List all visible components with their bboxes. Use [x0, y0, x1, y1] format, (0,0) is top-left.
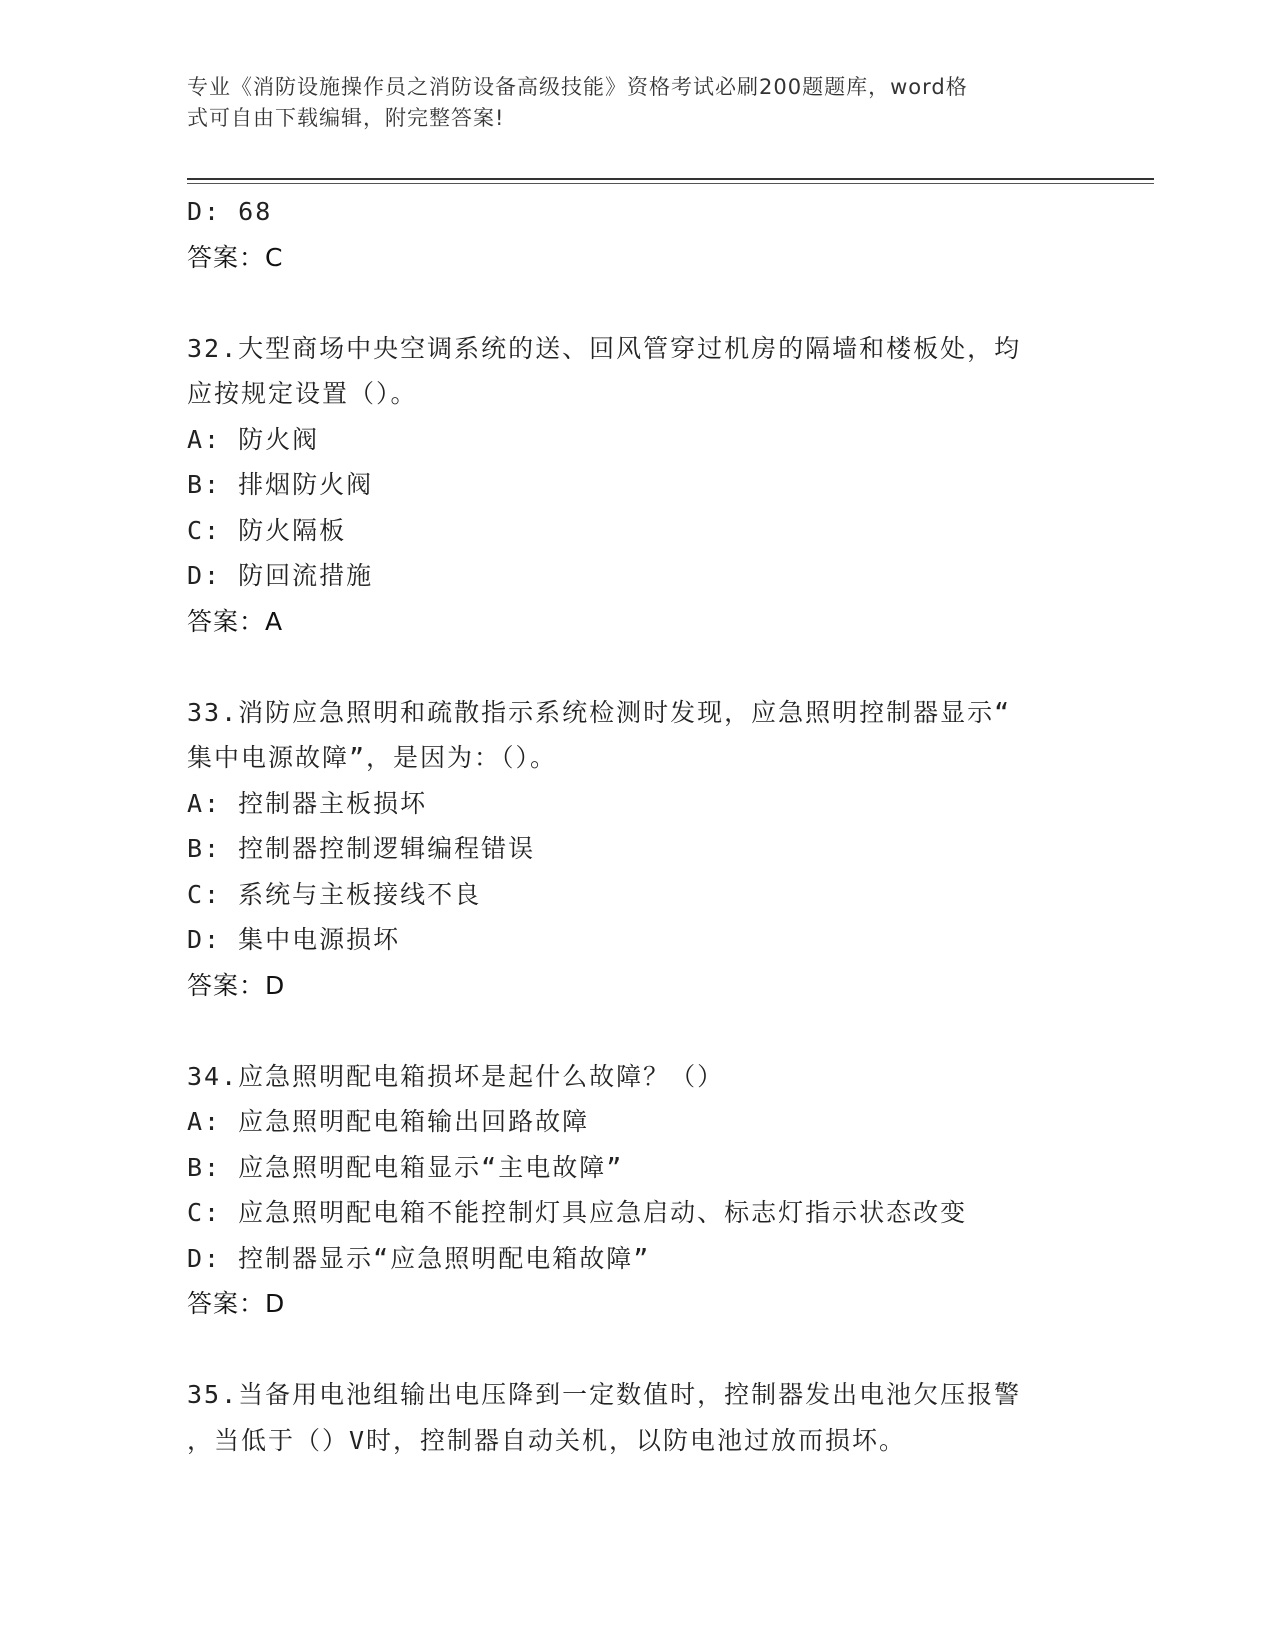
- question-34: [187, 1054, 1087, 1327]
- question-32-option-d: D: 防回流措施: [187, 561, 374, 590]
- question-32-option-c: C: 防火隔板: [187, 515, 347, 545]
- spacer: [187, 280, 1087, 326]
- question-content: [187, 189, 1087, 1463]
- question-34-option-a: A: 应急照明配电箱输出回路故障: [187, 1107, 590, 1136]
- question-33-option-d: D: 集中电源损坏: [187, 925, 401, 954]
- question-32-stem-line-1: 32.大型商场中央空调系统的送、回风管穿过机房的隔墙和楼板处，均: [187, 333, 1022, 363]
- question-35: [187, 1372, 1087, 1463]
- question-32-option-a: A: 防火阀: [187, 424, 320, 454]
- question-32-stem-line-2: 应按规定设置（）。: [187, 379, 418, 408]
- question-33-stem-line-1: 33.消防应急照明和疏散指示系统检测时发现，应急照明控制器显示“: [187, 697, 1012, 727]
- header-divider-thick: [187, 178, 1154, 180]
- document-header: [187, 72, 1067, 134]
- question-34-stem: 34.应急照明配电箱损坏是起什么故障？（）: [187, 1061, 725, 1091]
- question-33-option-b: B: 控制器控制逻辑编程错误: [187, 834, 536, 863]
- question-33-stem-line-2: 集中电源故障”，是因为：（）。: [187, 743, 558, 772]
- header-line-2: 式可自由下载编辑，附完整答案!: [187, 106, 505, 130]
- option-d-partial: D: 68: [187, 197, 273, 226]
- spacer: [187, 1327, 1087, 1373]
- header-divider-thin: [187, 183, 1154, 184]
- question-33-option-c: C: 系统与主板接线不良: [187, 879, 482, 909]
- header-line-1: 专业《消防设施操作员之消防设备高级技能》资格考试必刷200题题库，word格: [187, 75, 968, 99]
- question-32-answer: 答案：A: [187, 606, 284, 636]
- question-34-answer: 答案：D: [187, 1289, 286, 1318]
- question-33: [187, 690, 1087, 1009]
- question-32-option-b: B: 排烟防火阀: [187, 470, 374, 499]
- question-33-answer: 答案：D: [187, 970, 286, 1000]
- answer-partial: 答案：C: [187, 242, 284, 272]
- question-34-option-c: C: 应急照明配电箱不能控制灯具应急启动、标志灯指示状态改变: [187, 1198, 968, 1227]
- question-32: [187, 326, 1087, 645]
- question-34-option-b: B: 应急照明配电箱显示“主电故障”: [187, 1152, 624, 1182]
- question-35-stem-line-1: 35.当备用电池组输出电压降到一定数值时，控制器发出电池欠压报警: [187, 1380, 1022, 1409]
- spacer: [187, 1008, 1087, 1054]
- question-33-option-a: A: 控制器主板损坏: [187, 788, 428, 818]
- question-35-stem-line-2: ，当低于（）V时，控制器自动关机，以防电池过放而损坏。: [187, 1425, 907, 1455]
- question-34-option-d: D: 控制器显示“应急照明配电箱故障”: [187, 1243, 651, 1273]
- spacer: [187, 644, 1087, 690]
